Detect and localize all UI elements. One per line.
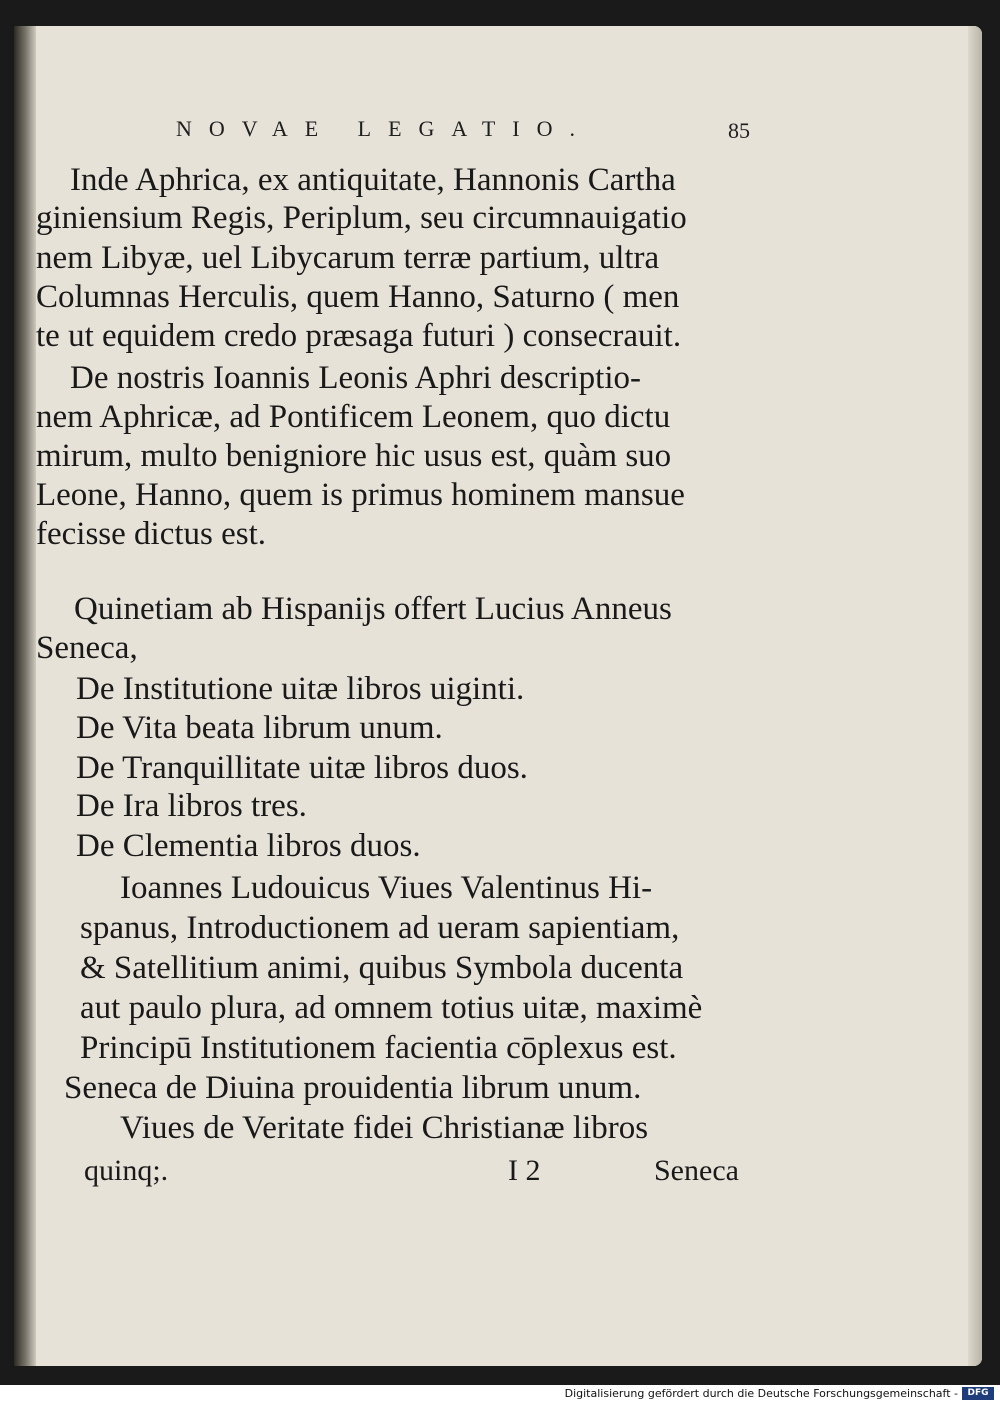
signature-mark: I 2 — [508, 1154, 541, 1187]
text-line: fecisse dictus est. — [36, 516, 267, 552]
text-line: Viues de Veritate fidei Christianæ libros — [120, 1110, 649, 1146]
list-item: De Ira libros tres. — [76, 788, 307, 824]
text-line: Columnas Herculis, quem Hanno, Saturno ( men — [36, 279, 680, 315]
catchword: Seneca — [654, 1154, 739, 1187]
dfg-logo-icon: DFG — [962, 1387, 994, 1400]
text-line: spanus, Introductionem ad ueram sapientiam, — [80, 910, 680, 946]
text-line: Leone, Hanno, quem is primus hominem mansue — [36, 477, 685, 513]
text-line: nem Aphricæ, ad Pontificem Leonem, quo dictu — [36, 399, 671, 435]
text-line: Seneca, — [36, 630, 138, 666]
text-line: nem Libyæ, uel Libycarum terræ partium, ultra — [36, 240, 660, 276]
last-line-word: quinq;. — [84, 1154, 169, 1187]
text-line: te ut equidem credo præsaga futuri ) consecrauit. — [36, 318, 682, 354]
running-head: NOVAE LEGATIO. — [176, 116, 593, 141]
footer-bar — [0, 1385, 1000, 1403]
list-item: De Clementia libros duos. — [76, 828, 421, 864]
text-line: De nostris Ioannis Leonis Aphri descriptio- — [70, 360, 641, 396]
text-line: Inde Aphrica, ex antiquitate, Hannonis Cartha — [70, 162, 676, 198]
list-item: De Institutione uitæ libros uiginti. — [76, 671, 525, 707]
text-line: & Satellitium animi, quibus Symbola ducenta — [80, 950, 684, 986]
text-line: Quinetiam ab Hispanijs offert Lucius Anneus — [74, 591, 672, 627]
text-line: Ioannes Ludouicus Viues Valentinus Hi- — [120, 870, 653, 906]
text-line: aut paulo plura, ad omnem totius uitæ, maximè — [80, 990, 703, 1026]
list-item: De Tranquillitate uitæ libros duos. — [76, 750, 528, 786]
page-edge — [968, 26, 982, 1366]
page-gutter — [14, 26, 36, 1366]
text-line: Seneca de Diuina prouidentia librum unum. — [64, 1070, 642, 1106]
text-line: Principū Institutionem facientia cōplexus est. — [80, 1030, 677, 1066]
page-number: 85 — [728, 118, 750, 143]
list-item: De Vita beata librum unum. — [76, 710, 443, 746]
text-line: mirum, multo benigniore hic usus est, quàm suo — [36, 438, 672, 474]
text-line: giniensium Regis, Periplum, seu circumnauigatio — [36, 200, 687, 236]
funding-notice: Digitalisierung gefördert durch die Deutsche Forschungsgemeinschaft - — [564, 1387, 958, 1400]
